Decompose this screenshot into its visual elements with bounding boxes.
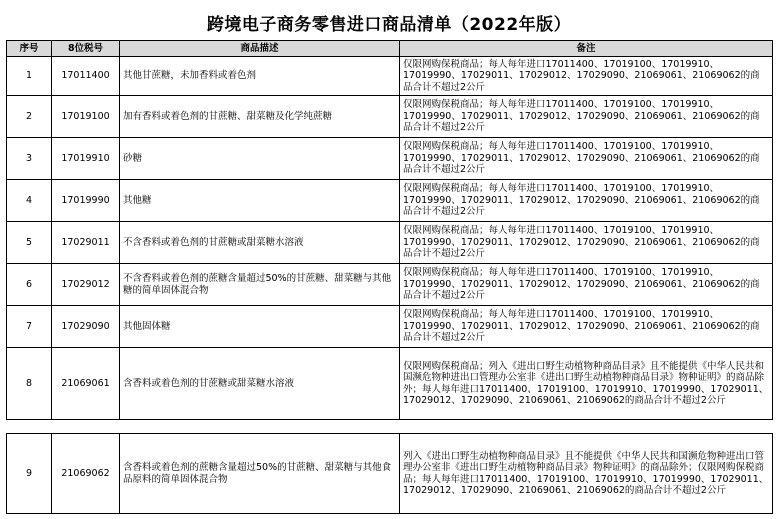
description-cell[interactable]: 其他甘蔗糖，未加香料或着色剂 [120,57,400,96]
table-row [7,348,773,420]
description-cell[interactable]: 不含香料或着色剂的甘蔗糖或甜菜糖水溶液 [120,222,400,264]
description-cell[interactable]: 加有香料或着色剂的甘蔗糖、甜菜糖及化学纯蔗糖 [120,96,400,138]
seq-cell[interactable]: 2 [7,96,52,138]
description-cell[interactable]: 含香料或着色剂的蔗糖含量超过50%的甘蔗糖、甜菜糖与其他食品原料的简单固体混合物 [120,434,400,514]
table-row [7,306,773,348]
note-cell[interactable]: 仅限网购保税商品；每人每年进口17011400、17019100、17019910、17019990、17029011、17029012、17029090、21069061、21069062的商品合计不超过2公斤 [400,180,773,222]
tax-code-cell[interactable]: 17011400 [52,57,120,96]
seq-cell[interactable]: 6 [7,264,52,306]
tax-code-cell[interactable]: 17019990 [52,180,120,222]
note-cell[interactable]: 列入《进出口野生动植物种商品目录》且不能提供《中华人民共和国濒危物种进出口管理办公室非《进出口野生动植物种商品目录》物种证明》的商品除外；仅限网购保税商品；每人每年进口17011400、17019100、17019910、17019990、17029011、17029012、17029090、21069061、21069062的商品合计不超过2公斤 [400,434,773,514]
tax-code-cell[interactable]: 17029012 [52,264,120,306]
goods-table-continued [6,433,773,514]
tax-code-cell[interactable]: 17029090 [52,306,120,348]
seq-cell[interactable]: 5 [7,222,52,264]
seq-cell[interactable]: 7 [7,306,52,348]
description-cell[interactable]: 含香料或着色剂的甘蔗糖或甜菜糖水溶液 [120,348,400,420]
note-cell[interactable]: 仅限网购保税商品；列入《进出口野生动植物种商品目录》且不能提供《中华人民共和国濒危物种进出口管理办公室非《进出口野生动植物种商品目录》物种证明》的商品除外；每人每年进口17011400、17019100、17019910、17019990、17029011、17029012、17029090、21069061、21069062的商品合计不超过2公斤 [400,348,773,420]
table-row [7,222,773,264]
note-cell[interactable]: 仅限网购保税商品；每人每年进口17011400、17019100、17019910、17019990、17029011、17029012、17029090、21069061、21069062的商品合计不超过2公斤 [400,57,773,96]
header-seq: 序号 [7,41,52,57]
note-cell[interactable]: 仅限网购保税商品；每人每年进口17011400、17019100、17019910、17019990、17029011、17029012、17029090、21069061、21069062的商品合计不超过2公斤 [400,138,773,180]
tax-code-cell[interactable]: 21069062 [52,434,120,514]
tax-code-cell[interactable]: 21069061 [52,348,120,420]
tax-code-cell[interactable]: 17029011 [52,222,120,264]
table-row [7,434,773,514]
seq-cell[interactable]: 1 [7,57,52,96]
seq-cell[interactable]: 9 [7,434,52,514]
table-header-row [7,41,773,57]
description-cell[interactable]: 不含香料或着色剂的蔗糖含量超过50%的甘蔗糖、甜菜糖与其他糖的简单固体混合物 [120,264,400,306]
seq-cell[interactable]: 4 [7,180,52,222]
note-cell[interactable]: 仅限网购保税商品；每人每年进口17011400、17019100、17019910、17019990、17029011、17029012、17029090、21069061、21069062的商品合计不超过2公斤 [400,96,773,138]
header-note: 备注 [400,41,773,57]
header-tax-code: 8位税号 [52,41,120,57]
note-cell[interactable]: 仅限网购保税商品；每人每年进口17011400、17019100、17019910、17019990、17029011、17029012、17029090、21069061、21069062的商品合计不超过2公斤 [400,306,773,348]
table-row [7,264,773,306]
page-title: 跨境电子商务零售进口商品清单（2022年版） [206,14,572,35]
goods-table [6,40,773,420]
note-cell[interactable]: 仅限网购保税商品；每人每年进口17011400、17019100、17019910、17019990、17029011、17029012、17029090、21069061、21069062的商品合计不超过2公斤 [400,222,773,264]
tax-code-cell[interactable]: 17019100 [52,96,120,138]
seq-cell[interactable]: 3 [7,138,52,180]
table-row [7,96,773,138]
table-row [7,138,773,180]
seq-cell[interactable]: 8 [7,348,52,420]
note-cell[interactable]: 仅限网购保税商品；每人每年进口17011400、17019100、17019910、17019990、17029011、17029012、17029090、21069061、21069062的商品合计不超过2公斤 [400,264,773,306]
header-description: 商品描述 [120,41,400,57]
tax-code-cell[interactable]: 17019910 [52,138,120,180]
table-row [7,180,773,222]
table-row [7,57,773,96]
description-cell[interactable]: 砂糖 [120,138,400,180]
description-cell[interactable]: 其他糖 [120,180,400,222]
description-cell[interactable]: 其他固体糖 [120,306,400,348]
